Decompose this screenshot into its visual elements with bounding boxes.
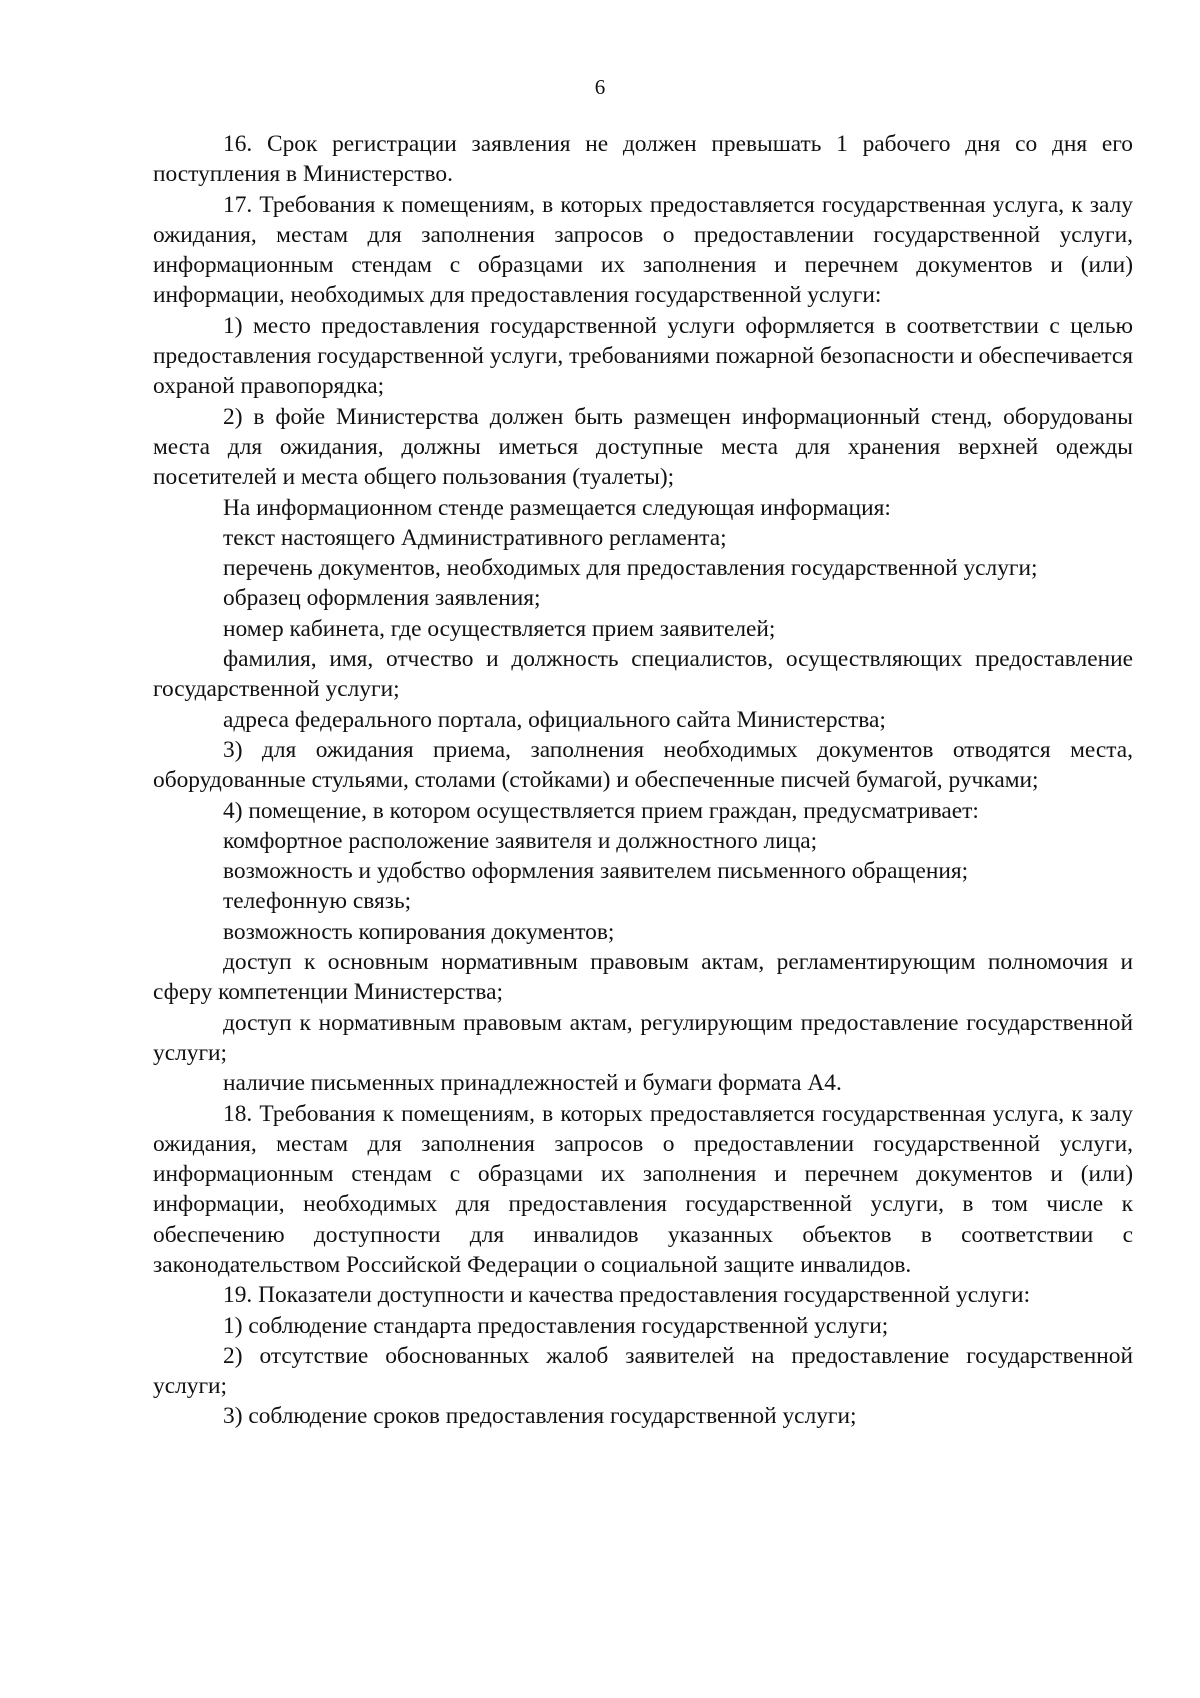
document-body [153,129,1133,1432]
stand-info-item: фамилия, имя, отчество и должность специалистов, осуществляющих предоставление государственной услуги; [153,646,1133,703]
page-number: 6 [594,75,606,99]
paragraph-19: 19. Показатели доступности и качества предоставления государственной услуги: [223,1282,1031,1309]
stand-info-item: адреса федерального портала, официального сайта Министерства; [223,706,886,733]
paragraph-17-item-1: 1) место предоставления государственной услуги оформляется в соответствии с целью предоставления государственной услуги, требованиями пожарной безопасности и обеспечивается охраной правопорядка; [153,312,1133,400]
stand-info-item: текст настоящего Административного регламента; [223,524,727,551]
stand-info-item: образец оформления заявления; [223,585,541,612]
stand-info-item: номер кабинета, где осуществляется прием заявителей; [223,615,776,642]
paragraph-19-item-3: 3) соблюдение сроков предоставления государственной услуги; [223,1403,857,1430]
room-feature-item: комфортное расположение заявителя и должностного лица; [223,827,818,854]
room-feature-item: возможность и удобство оформления заявителем письменного обращения; [223,858,969,885]
room-feature-item: доступ к нормативным правовым актам, регулирующим предоставление государственной услуги; [153,1009,1133,1066]
room-feature-item: доступ к основным нормативным правовым актам, регламентирующим полномочия и сферу компетенции Министерства; [153,949,1133,1006]
room-feature-item: возможность копирования документов; [223,918,615,945]
paragraph-17-item-2: 2) в фойе Министерства должен быть размещен информационный стенд, оборудованы места для ожидания, должны иметься доступные места для хранения верхней одежды посетителей и места общего пользования (туалеты); [153,403,1133,491]
paragraph-17: 17. Требования к помещениям, в которых предоставляется государственная услуга, к залу ожидания, местам для заполнения запросов о предоставлении государственной услуги, информационным стендам с образцами их заполнения и перечнем документов и (или) информации, необходимых для предоставления государственной услуги: [153,191,1133,309]
room-feature-item: наличие письменных принадлежностей и бумаги формата А4. [223,1070,842,1097]
room-feature-item: телефонную связь; [223,888,412,915]
paragraph-19-item-1: 1) соблюдение стандарта предоставления государственной услуги; [223,1312,889,1339]
paragraph-16: 16. Срок регистрации заявления не должен превышать 1 рабочего дня со дня его поступления в Министерство. [153,131,1133,188]
stand-info-intro: На информационном стенде размещается следующая информация: [223,494,891,521]
stand-info-item: перечень документов, необходимых для предоставления государственной услуги; [223,555,1038,582]
paragraph-17-item-4: 4) помещение, в котором осуществляется прием граждан, предусматривает: [223,797,979,824]
paragraph-17-item-3: 3) для ожидания приема, заполнения необходимых документов отводятся места, оборудованные стульями, столами (стойками) и обеспеченные писчей бумагой, ручками; [153,736,1133,794]
paragraph-19-item-2: 2) отсутствие обоснованных жалоб заявителей на предоставление государственной услуги; [153,1342,1133,1400]
paragraph-18: 18. Требования к помещениям, в которых предоставляется государственная услуга, к залу ожидания, местам для заполнения запросов о предоставлении государственной услуги, информационным стендам с образцами их заполнения и перечнем документов и (или) информации, необходимых для предоставления государственной услуги, в том числе к обеспечению доступности для инвалидов указанных объектов в соответствии с законодательством Российской Федерации о социальной защите инвалидов. [153,1100,1133,1278]
